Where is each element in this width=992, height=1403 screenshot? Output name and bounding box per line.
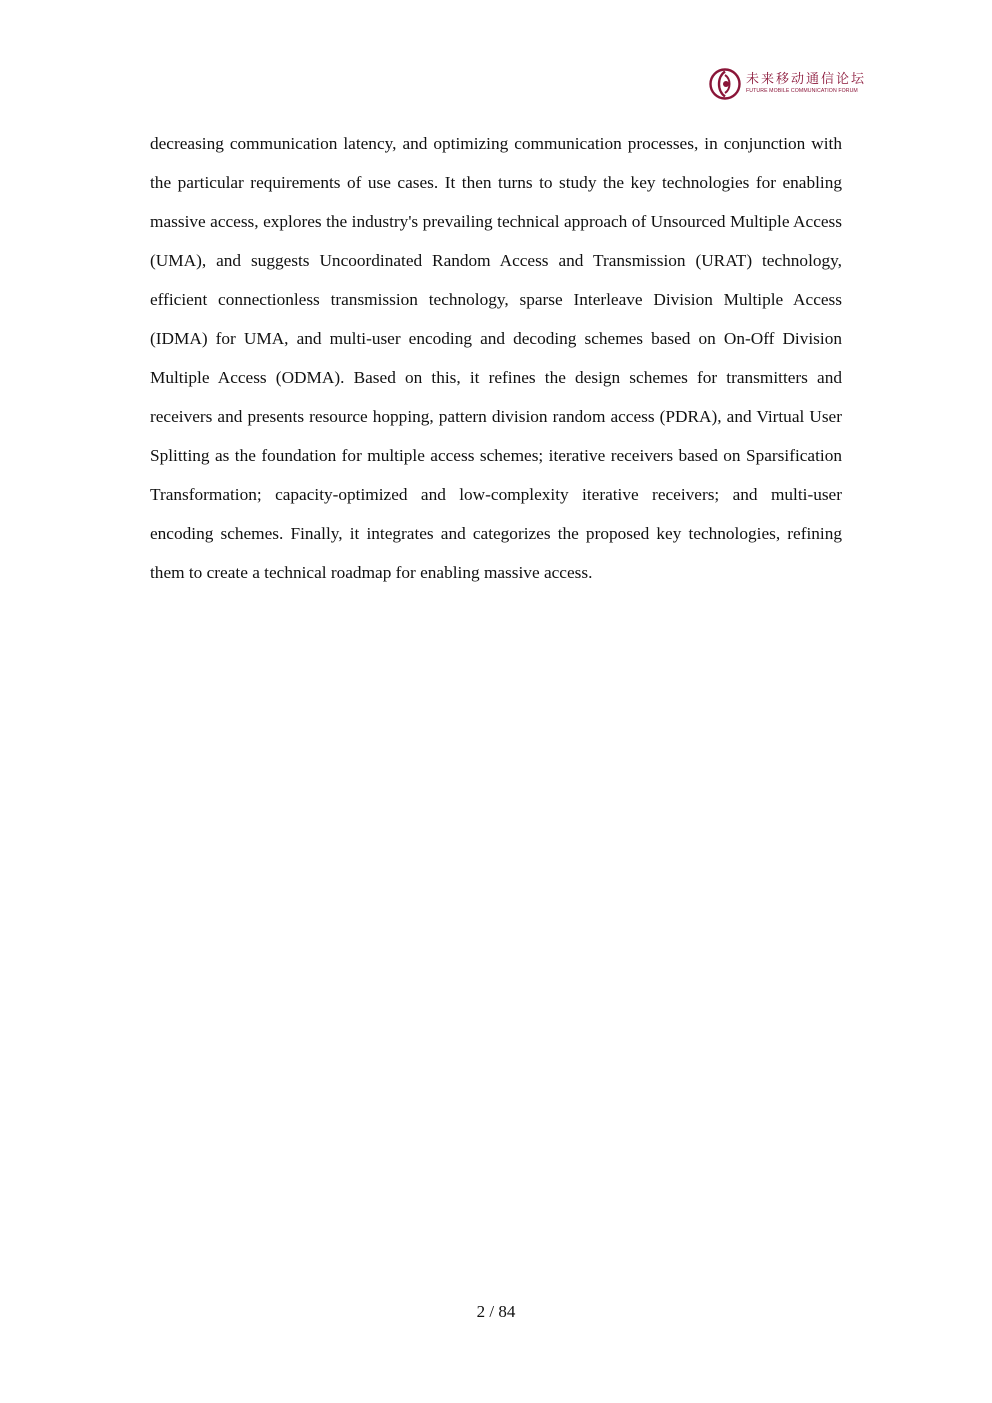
- page-number: 2 / 84: [476, 1302, 516, 1321]
- logo-chinese-name: 未来移动通信论坛: [746, 72, 867, 88]
- forum-logo-icon: [708, 67, 742, 101]
- body-paragraph: decreasing communication latency, and optimizing communication processes, in conjunction with the particular requirements of use cases. It then turns to study the key technologies for enabling massive access, explores the industry's prevailing technical approach of Unsourced Multiple Access (UMA), and suggests Uncoordinated Random Access and Transmission (URAT) technology, efficient connectionless transmission technology, sparse Interleave Division Multiple Access (IDMA) for UMA, and multi-user encoding and decoding schemes based on On-Off Division Multiple Access (ODMA). Based on this, it refines the design schemes for transmitters and receivers and presents resource hopping, pattern division random access (PDRA), and Virtual User Splitting as the foundation for multiple access schemes; iterative receivers based on Sparsification Transformation; capacity-optimized and low-complexity iterative receivers; and multi-user encoding schemes. Finally, it integrates and categorizes the proposed key technologies, refining them to create a technical roadmap for enabling massive access.: [150, 134, 842, 582]
- logo-english-name: FUTURE MOBILE COMMUNICATION FORUM: [746, 88, 858, 95]
- forum-logo: [708, 66, 884, 102]
- forum-logo-text: [746, 73, 866, 94]
